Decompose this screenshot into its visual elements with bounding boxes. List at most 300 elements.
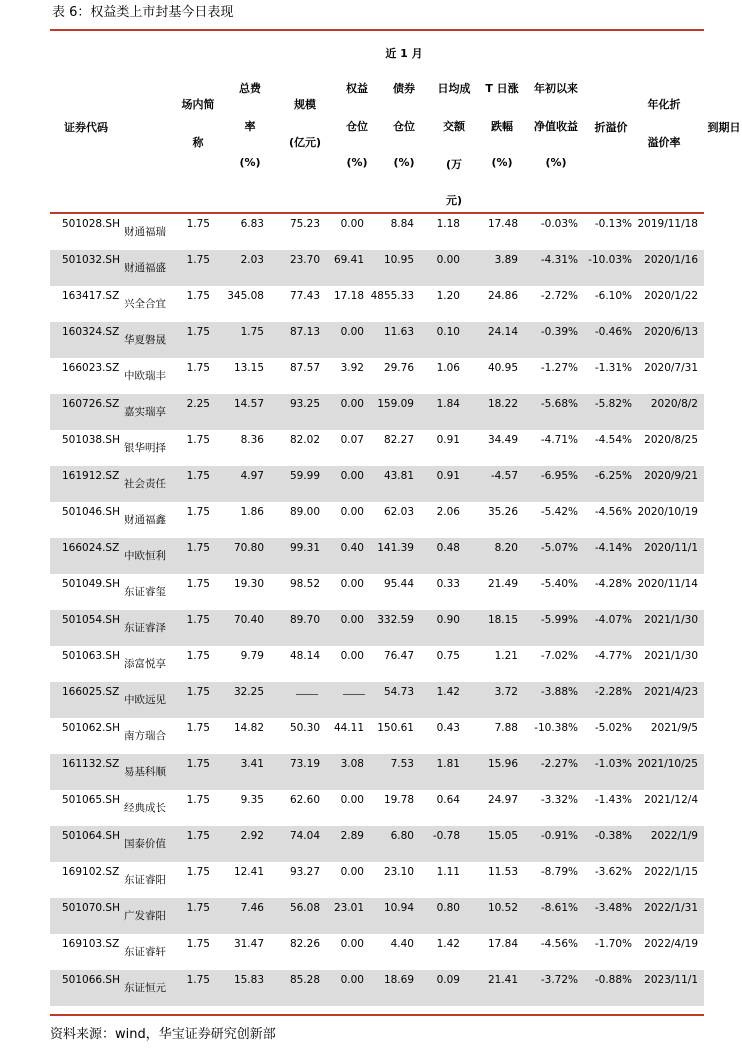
- cell-value: 0.00: [340, 794, 364, 806]
- cell-value: -4.54%: [594, 434, 632, 446]
- cell-value: -0.46%: [594, 326, 632, 338]
- cell-value: 0.00: [340, 218, 364, 230]
- cell-code: 501065.SH: [62, 794, 120, 806]
- cell-value: 14.57: [233, 398, 264, 410]
- cell-code: 501070.SH: [62, 902, 120, 914]
- cell-value: -6.10%: [594, 290, 632, 302]
- cell-value: 56.08: [289, 902, 320, 914]
- cell-value: 89.70: [289, 614, 320, 626]
- cell-value: 19.78: [383, 794, 414, 806]
- header-col-4: [336, 32, 378, 212]
- cell-value: 62.60: [289, 794, 320, 806]
- header-label-line: 总费: [239, 82, 261, 95]
- header-label-line: 称: [192, 136, 204, 149]
- table-row: [50, 250, 704, 286]
- cell-value: 10.52: [487, 902, 518, 914]
- cell-value: 0.00: [340, 398, 364, 410]
- cell-value: 0.00: [436, 254, 460, 266]
- cell-value: 73.19: [289, 758, 320, 770]
- cell-value: 35.26: [487, 506, 518, 518]
- cell-value: 9.35: [240, 794, 264, 806]
- header-label-line: (%): [346, 156, 368, 169]
- cell-value: 1.75: [186, 758, 210, 770]
- cell-value: -10.03%: [588, 254, 632, 266]
- cell-code: 161912.SZ: [62, 470, 120, 482]
- cell-value: 17.84: [487, 938, 518, 950]
- cell-value: 62.03: [383, 506, 414, 518]
- cell-value: -0.38%: [594, 830, 632, 842]
- cell-value: 2020/9/21: [644, 470, 698, 482]
- cell-value: 48.14: [289, 650, 320, 662]
- cell-value: 0.91: [436, 470, 460, 482]
- cell-name: 东证恒元: [124, 982, 166, 994]
- table-row: [50, 970, 704, 1006]
- cell-code: 166025.SZ: [62, 686, 120, 698]
- cell-value: -5.42%: [540, 506, 578, 518]
- cell-value: 21.41: [487, 974, 518, 986]
- cell-value: 14.82: [233, 722, 264, 734]
- cell-value: 2020/7/31: [644, 362, 698, 374]
- cell-value: 7.88: [494, 722, 518, 734]
- cell-value: 87.13: [289, 326, 320, 338]
- cell-value: 3.41: [240, 758, 264, 770]
- cell-value: 1.75: [186, 434, 210, 446]
- cell-value: -8.61%: [540, 902, 578, 914]
- table-row: [50, 466, 704, 502]
- cell-value: 3.89: [494, 254, 518, 266]
- cell-value: 8.36: [240, 434, 264, 446]
- cell-value: -4.71%: [540, 434, 578, 446]
- cell-value: 1.84: [436, 398, 460, 410]
- header-label-line: 元): [445, 194, 463, 207]
- cell-code: 160726.SZ: [62, 398, 120, 410]
- cell-value: 1.75: [186, 578, 210, 590]
- header-label-line: 债券: [393, 82, 415, 95]
- cell-value: 4.97: [240, 470, 264, 482]
- cell-value: 332.59: [377, 614, 414, 626]
- cell-name: 南方瑞合: [124, 730, 166, 742]
- table-row: [50, 682, 704, 718]
- cell-name: 华夏磐晟: [124, 334, 166, 346]
- cell-value: 0.40: [340, 542, 364, 554]
- cell-value: 1.11: [436, 866, 460, 878]
- cell-value: 17.18: [333, 290, 364, 302]
- header-label-line: 净值收益: [534, 120, 578, 133]
- cell-value: 2020/10/19: [637, 506, 698, 518]
- table-row: [50, 574, 704, 610]
- cell-value: 7.53: [390, 758, 414, 770]
- cell-value: 11.53: [487, 866, 518, 878]
- cell-name: 财通福鑫: [124, 514, 166, 526]
- cell-value: -0.88%: [594, 974, 632, 986]
- cell-value: 0.00: [340, 650, 364, 662]
- cell-value: 23.70: [289, 254, 320, 266]
- source-note: 资料来源：wind，华宝证券研究创新部: [50, 1027, 276, 1042]
- cell-value: 141.39: [377, 542, 414, 554]
- cell-code: 501066.SH: [62, 974, 120, 986]
- cell-code: 501038.SH: [62, 434, 120, 446]
- cell-value: 0.00: [340, 326, 364, 338]
- cell-name: 财通福盛: [124, 262, 166, 274]
- table-row: [50, 286, 704, 322]
- cell-value: 1.81: [436, 758, 460, 770]
- header-col-9: [588, 32, 634, 212]
- cell-value: -4.14%: [594, 542, 632, 554]
- cell-name: 东证睿玺: [124, 586, 166, 598]
- header-col-0: [50, 32, 122, 212]
- cell-code: 501062.SH: [62, 722, 120, 734]
- cell-value: 8.20: [494, 542, 518, 554]
- header-label-line: 证券代码: [64, 121, 108, 134]
- cell-value: -1.03%: [594, 758, 632, 770]
- cell-value: -0.13%: [594, 218, 632, 230]
- header-label-line: 跌幅: [491, 120, 513, 133]
- cell-name: 广发睿阳: [124, 910, 166, 922]
- cell-value: -4.31%: [540, 254, 578, 266]
- cell-value: 1.20: [436, 290, 460, 302]
- cell-code: 161132.SZ: [62, 758, 120, 770]
- cell-value: 3.92: [340, 362, 364, 374]
- cell-value: 13.15: [233, 362, 264, 374]
- cell-value: -4.28%: [594, 578, 632, 590]
- cell-value: 2.25: [186, 398, 210, 410]
- cell-value: 2021/10/25: [637, 758, 698, 770]
- table-title: 表 6：权益类上市封基今日表现: [52, 5, 234, 20]
- cell-value: -10.38%: [534, 722, 578, 734]
- cell-value: 99.31: [289, 542, 320, 554]
- header-label-line: 年化折: [647, 98, 681, 111]
- cell-name: 中欧恒利: [124, 550, 166, 562]
- cell-value: 2020/11/1: [644, 542, 698, 554]
- cell-value: -5.02%: [594, 722, 632, 734]
- cell-value: -1.27%: [540, 362, 578, 374]
- cell-name: 东证睿阳: [124, 874, 166, 886]
- cell-value: 0.00: [340, 866, 364, 878]
- cell-name: 中欧瑞丰: [124, 370, 166, 382]
- cell-value: -4.07%: [594, 614, 632, 626]
- cell-value: 87.57: [289, 362, 320, 374]
- cell-value: 93.25: [289, 398, 320, 410]
- cell-code: 501032.SH: [62, 254, 120, 266]
- header-label-line: 场内简: [181, 98, 215, 111]
- cell-code: 169102.SZ: [62, 866, 120, 878]
- cell-value: -2.72%: [540, 290, 578, 302]
- cell-value: 0.09: [436, 974, 460, 986]
- cell-value: -0.03%: [540, 218, 578, 230]
- cell-value: 19.30: [233, 578, 264, 590]
- cell-name: 经典成长: [124, 802, 166, 814]
- cell-value: 24.14: [487, 326, 518, 338]
- cell-value: 1.75: [186, 902, 210, 914]
- cell-value: 2021/4/23: [644, 686, 698, 698]
- table-row: [50, 646, 704, 682]
- cell-value: -0.78: [432, 830, 460, 842]
- cell-value: 70.80: [233, 542, 264, 554]
- table-row: [50, 826, 704, 862]
- cell-value: 2019/11/18: [637, 218, 698, 230]
- cell-name: 国泰价值: [124, 838, 166, 850]
- header-label-line: (亿元): [288, 136, 322, 149]
- cell-code: 501064.SH: [62, 830, 120, 842]
- header-label-line: 年初以来: [534, 82, 578, 95]
- cell-value: -2.28%: [594, 686, 632, 698]
- cell-value: 2022/1/15: [644, 866, 698, 878]
- table-row: [50, 610, 704, 646]
- header-col-10: [636, 32, 692, 212]
- cell-name: 东证睿泽: [124, 622, 166, 634]
- header-col-8: [526, 32, 586, 212]
- cell-value: 17.48: [487, 218, 518, 230]
- cell-name: 嘉实瑞享: [124, 406, 166, 418]
- cell-code: 501046.SH: [62, 506, 120, 518]
- cell-value: 18.69: [383, 974, 414, 986]
- cell-value: 150.61: [377, 722, 414, 734]
- cell-value: 0.91: [436, 434, 460, 446]
- cell-value: 2022/1/31: [644, 902, 698, 914]
- cell-value: 1.18: [436, 218, 460, 230]
- cell-value: 1.75: [186, 542, 210, 554]
- cell-value: 0.07: [340, 434, 364, 446]
- cell-value: 0.00: [340, 578, 364, 590]
- header-label-line: 仓位: [393, 120, 415, 133]
- cell-value: 3.08: [340, 758, 364, 770]
- cell-value: 2.03: [240, 254, 264, 266]
- cell-value: 82.26: [289, 938, 320, 950]
- cell-value: 85.28: [289, 974, 320, 986]
- cell-value: 1.75: [186, 326, 210, 338]
- cell-value: 1.75: [186, 218, 210, 230]
- table-row: [50, 790, 704, 826]
- cell-value: -1.70%: [594, 938, 632, 950]
- cell-value: 2020/1/22: [644, 290, 698, 302]
- cell-value: 1.75: [186, 686, 210, 698]
- cell-value: 1.75: [186, 614, 210, 626]
- cell-value: 50.30: [289, 722, 320, 734]
- cell-value: 2020/8/2: [650, 398, 698, 410]
- header-label-line: 溢价率: [647, 136, 681, 149]
- header-col-11: [694, 32, 742, 212]
- cell-value: -1.43%: [594, 794, 632, 806]
- cell-value: -5.40%: [540, 578, 578, 590]
- cell-value: -4.77%: [594, 650, 632, 662]
- bottom-rule: [50, 1014, 704, 1016]
- cell-value: 4.40: [390, 938, 414, 950]
- cell-value: 0.10: [436, 326, 460, 338]
- cell-value: 2020/11/14: [637, 578, 698, 590]
- cell-value: 24.86: [487, 290, 518, 302]
- cell-value: -1.31%: [594, 362, 632, 374]
- cell-value: 0.00: [340, 938, 364, 950]
- cell-value: 8.84: [390, 218, 414, 230]
- header-label-line: 率: [244, 120, 256, 133]
- table-row: [50, 358, 704, 394]
- cell-value: 2021/1/30: [644, 650, 698, 662]
- cell-value: 1.75: [186, 254, 210, 266]
- cell-value: 82.27: [383, 434, 414, 446]
- cell-value: 1.75: [186, 866, 210, 878]
- cell-value: 34.49: [487, 434, 518, 446]
- cell-value: 95.44: [383, 578, 414, 590]
- cell-value: 0.90: [436, 614, 460, 626]
- header-label-line: 折溢价: [594, 121, 628, 134]
- cell-value: 24.97: [487, 794, 518, 806]
- cell-name: 兴全合宜: [124, 298, 166, 310]
- cell-value: -3.72%: [540, 974, 578, 986]
- cell-value: 70.40: [233, 614, 264, 626]
- cell-name: 东证睿轩: [124, 946, 166, 958]
- data-table: [50, 212, 704, 1006]
- cell-value: 4855.33: [370, 290, 414, 302]
- cell-value: 159.09: [377, 398, 414, 410]
- cell-value: 31.47: [233, 938, 264, 950]
- cell-code: 160324.SZ: [62, 326, 120, 338]
- cell-code: 169103.SZ: [62, 938, 120, 950]
- table-row: [50, 862, 704, 898]
- header-col-1: [168, 32, 228, 212]
- empty-dash: [296, 694, 318, 695]
- cell-value: -4.56%: [540, 938, 578, 950]
- cell-value: 1.42: [436, 938, 460, 950]
- cell-value: 2.06: [436, 506, 460, 518]
- cell-value: 2021/1/30: [644, 614, 698, 626]
- header-label-line: T 日涨: [485, 82, 519, 95]
- cell-value: 44.11: [333, 722, 364, 734]
- cell-name: 添富悦享: [124, 658, 166, 670]
- cell-value: 0.00: [340, 506, 364, 518]
- cell-value: -3.62%: [594, 866, 632, 878]
- cell-value: 7.46: [240, 902, 264, 914]
- cell-value: -0.91%: [540, 830, 578, 842]
- cell-value: 1.42: [436, 686, 460, 698]
- cell-value: 1.75: [186, 470, 210, 482]
- cell-value: 0.43: [436, 722, 460, 734]
- cell-value: 0.00: [340, 974, 364, 986]
- table-row: [50, 214, 704, 250]
- cell-code: 501028.SH: [62, 218, 120, 230]
- header-col-2: [230, 32, 270, 212]
- cell-value: 1.75: [186, 506, 210, 518]
- header-label-line: 仓位: [346, 120, 368, 133]
- header-label-line: 交额: [443, 120, 465, 133]
- header-col-6: [430, 32, 478, 212]
- cell-value: 1.21: [494, 650, 518, 662]
- cell-value: 10.94: [383, 902, 414, 914]
- cell-value: 59.99: [289, 470, 320, 482]
- cell-value: 77.43: [289, 290, 320, 302]
- cell-value: 0.00: [340, 470, 364, 482]
- cell-value: -3.32%: [540, 794, 578, 806]
- cell-value: 2021/9/5: [650, 722, 698, 734]
- cell-value: 1.75: [186, 974, 210, 986]
- header-group-label: 近 1 月: [385, 47, 423, 60]
- header-label-line: (%): [239, 156, 261, 169]
- cell-value: 82.02: [289, 434, 320, 446]
- table-row: [50, 538, 704, 574]
- empty-dash: [343, 694, 365, 695]
- cell-value: 1.75: [186, 290, 210, 302]
- cell-value: 9.79: [240, 650, 264, 662]
- table-row: [50, 502, 704, 538]
- header-label-line: (万: [445, 158, 463, 171]
- cell-value: -5.07%: [540, 542, 578, 554]
- cell-code: 166024.SZ: [62, 542, 120, 554]
- cell-value: 2020/6/13: [644, 326, 698, 338]
- cell-value: 0.75: [436, 650, 460, 662]
- cell-name: 银华明择: [124, 442, 166, 454]
- header-col-3: [280, 32, 330, 212]
- cell-value: -6.25%: [594, 470, 632, 482]
- cell-value: 76.47: [383, 650, 414, 662]
- cell-code: 501054.SH: [62, 614, 120, 626]
- cell-value: 40.95: [487, 362, 518, 374]
- cell-value: 6.83: [240, 218, 264, 230]
- header-label-line: (%): [545, 156, 567, 169]
- top-rule: [50, 29, 704, 31]
- cell-code: 501049.SH: [62, 578, 120, 590]
- cell-value: 0.80: [436, 902, 460, 914]
- cell-value: 29.76: [383, 362, 414, 374]
- cell-value: 23.01: [333, 902, 364, 914]
- table-row: [50, 754, 704, 790]
- header-label-line: 日均成: [437, 82, 471, 95]
- cell-value: 0.00: [340, 614, 364, 626]
- cell-value: 75.23: [289, 218, 320, 230]
- cell-name: 财通福瑞: [124, 226, 166, 238]
- cell-value: -4.56%: [594, 506, 632, 518]
- cell-value: 98.52: [289, 578, 320, 590]
- table-row: [50, 898, 704, 934]
- cell-value: 2022/4/19: [644, 938, 698, 950]
- cell-value: 6.80: [390, 830, 414, 842]
- cell-name: 中欧远见: [124, 694, 166, 706]
- cell-value: 18.22: [487, 398, 518, 410]
- cell-value: -0.39%: [540, 326, 578, 338]
- header-label-line: (%): [393, 156, 415, 169]
- cell-value: 11.63: [383, 326, 414, 338]
- cell-code: 163417.SZ: [62, 290, 120, 302]
- header-label-line: (%): [491, 156, 513, 169]
- cell-value: 2020/1/16: [644, 254, 698, 266]
- cell-value: 2023/11/1: [644, 974, 698, 986]
- cell-value: 1.75: [240, 326, 264, 338]
- cell-value: 3.72: [494, 686, 518, 698]
- cell-value: -6.95%: [540, 470, 578, 482]
- cell-value: 345.08: [227, 290, 264, 302]
- cell-value: 43.81: [383, 470, 414, 482]
- header-label-line: 规模: [294, 98, 316, 111]
- cell-name: 社会责任: [124, 478, 166, 490]
- cell-name: 易基科顺: [124, 766, 166, 778]
- table-row: [50, 934, 704, 970]
- cell-value: 89.00: [289, 506, 320, 518]
- cell-value: 2.89: [340, 830, 364, 842]
- cell-value: -2.27%: [540, 758, 578, 770]
- cell-value: 74.04: [289, 830, 320, 842]
- cell-value: 2021/12/4: [644, 794, 698, 806]
- cell-value: 10.95: [383, 254, 414, 266]
- cell-value: 0.33: [436, 578, 460, 590]
- cell-value: 2020/8/25: [644, 434, 698, 446]
- cell-value: -5.68%: [540, 398, 578, 410]
- cell-value: 23.10: [383, 866, 414, 878]
- table-row: [50, 322, 704, 358]
- cell-value: 1.75: [186, 794, 210, 806]
- cell-value: 21.49: [487, 578, 518, 590]
- cell-value: 1.75: [186, 722, 210, 734]
- cell-code: 501063.SH: [62, 650, 120, 662]
- cell-value: 12.41: [233, 866, 264, 878]
- header-col-7: [480, 32, 524, 212]
